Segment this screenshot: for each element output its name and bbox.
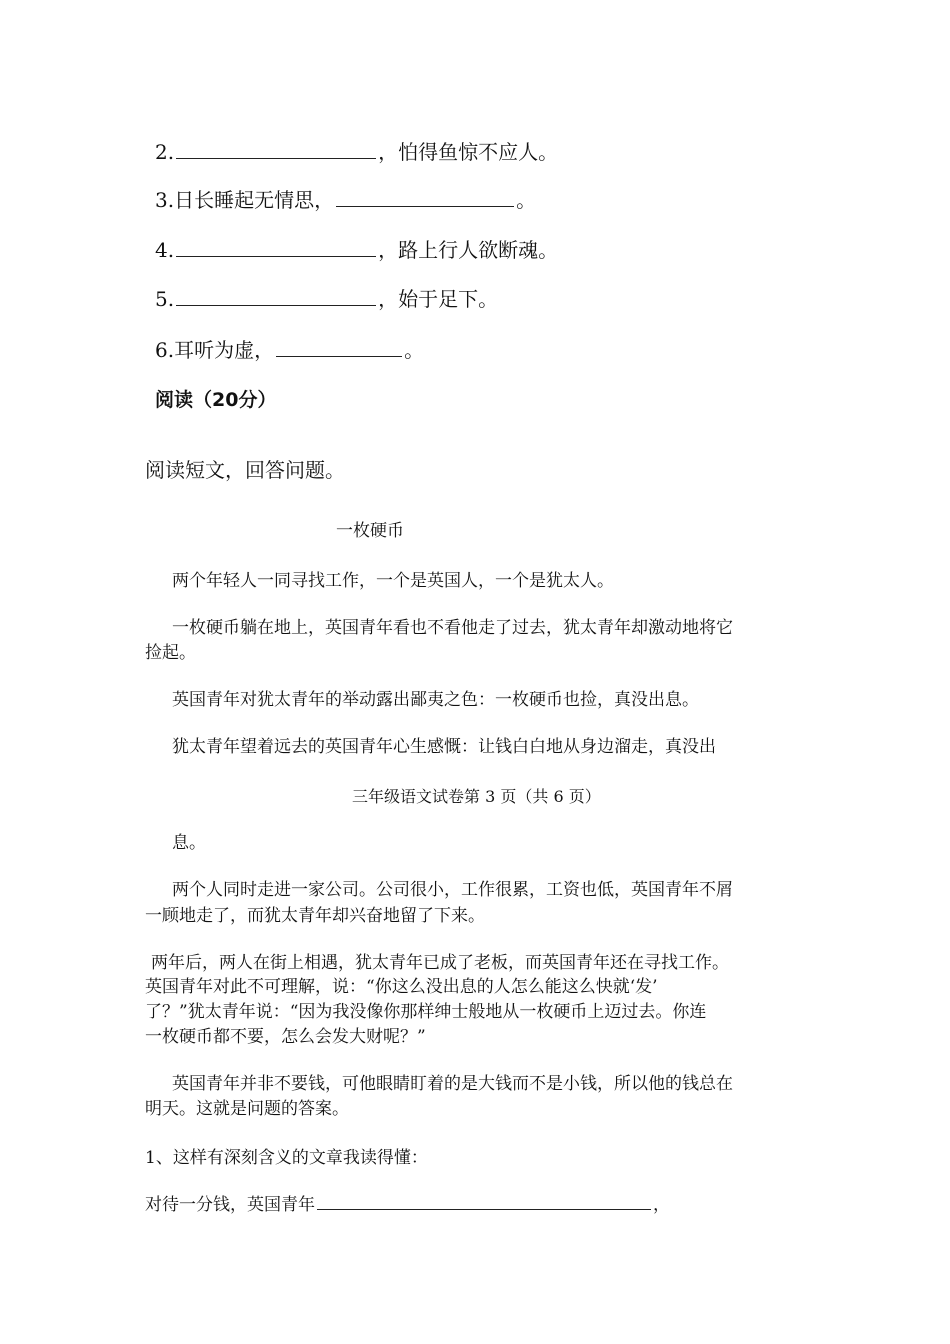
story-title: 一枚硬币 [336,521,404,541]
poem-line-3 [155,188,536,212]
poem-text: 耳听为虚， [174,338,275,362]
paragraph-line: 一顾地走了，而犹太青年却兴奋地留了下来。 [145,906,485,926]
answer-suffix: ， [653,1195,670,1215]
answer-blank[interactable] [176,238,376,257]
paragraph-line: 犹太青年望着远去的英国青年心生感慨：让钱白白地从身边溜走，真没出 [172,737,716,757]
poem-text: ，始于足下。 [378,287,499,311]
instruction-text: 阅读短文，回答问题。 [145,458,345,482]
paragraph-line: 两个人同时走进一家公司。公司很小，工作很累，工资也低，英国青年不屑 [172,880,733,900]
poem-line-6 [155,338,424,362]
poem-line-2 [155,140,558,164]
paragraph-line: 英国青年并非不要钱，可他眼睛盯着的是大钱而不是小钱，所以他的钱总在 [172,1074,733,1094]
paragraph-line: 了？”犹太青年说：“因为我没像你那样绅士般地从一枚硬币上迈过去。你连 [145,1002,707,1022]
paragraph-line: 一枚硬币都不要，怎么会发大财呢？” [145,1027,426,1047]
answer-blank[interactable] [336,188,514,207]
poem-text: 日长睡起无情思， [174,188,335,212]
paragraph-line: 英国青年对犹太青年的举动露出鄙夷之色：一枚硬币也捡，真没出息。 [172,690,699,710]
poem-text: 。 [404,338,425,362]
poem-text: ，怕得鱼惊不应人。 [378,140,559,164]
answer-blank[interactable] [176,140,376,159]
poem-number: 6. [155,338,175,362]
answer-blank[interactable] [276,338,402,357]
poem-line-4 [155,238,558,262]
poem-text: 。 [516,188,537,212]
answer-blank[interactable] [176,287,376,306]
paragraph-line: 两年后，两人在街上相遇，犹太青年已成了老板，而英国青年还在寻找工作。 [151,953,729,973]
paragraph-line: 英国青年对此不可理解，说：“你这么没出息的人怎么能这么快就‘发’ [145,977,658,997]
poem-number: 4. [155,238,175,262]
paragraph-line: 明天。这就是问题的答案。 [145,1099,349,1119]
question-1: 1、这样有深刻含义的文章我读得懂： [145,1148,428,1168]
poem-line-5 [155,287,498,311]
page-footer: 三年级语文试卷第 3 页（共 6 页） [352,787,601,806]
paragraph-line: 一枚硬币躺在地上，英国青年看也不看他走了过去，犹太青年却激动地将它 [172,618,733,638]
poem-text: ，路上行人欲断魂。 [378,238,559,262]
poem-number: 5. [155,287,175,311]
poem-number: 2. [155,140,175,164]
paragraph-line: 息。 [172,833,206,853]
answer-blank[interactable] [317,1194,651,1210]
answer-prefix: 对待一分钱，英国青年 [145,1195,315,1215]
poem-number: 3. [155,188,175,212]
section-heading: 阅读（20分） [155,389,277,411]
answer-line [145,1193,670,1217]
paragraph-line: 捡起。 [145,643,196,663]
paragraph-line: 两个年轻人一同寻找工作，一个是英国人，一个是犹太人。 [172,571,614,591]
